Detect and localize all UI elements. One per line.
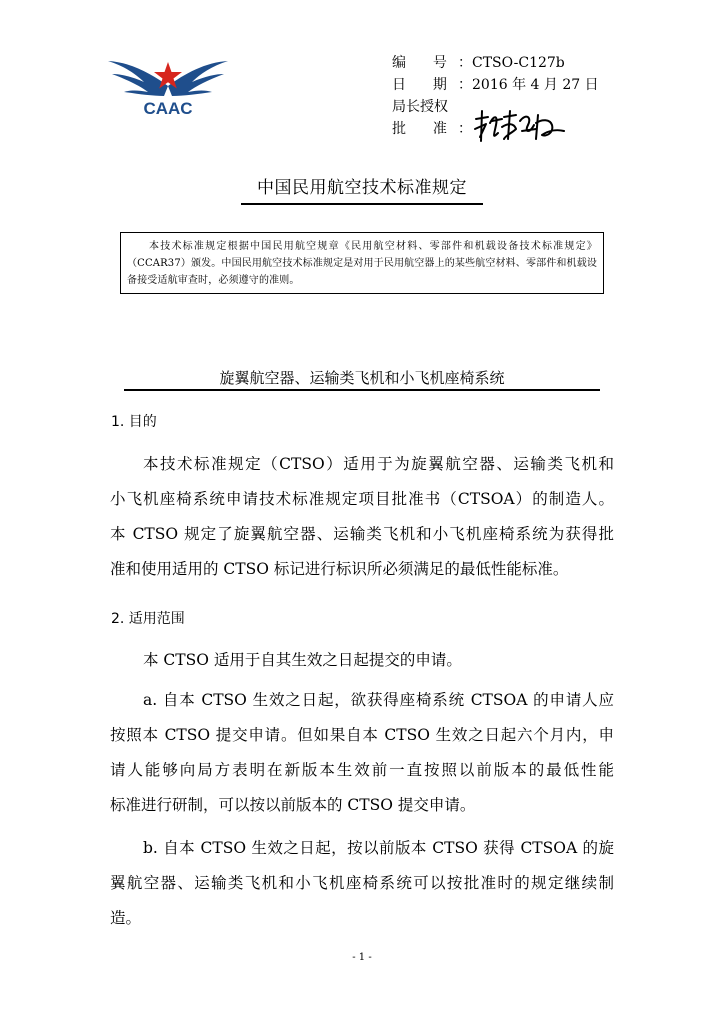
scope-a-line-3: 请人能够向局方表明在新版本生效前一直按照以前版本的最低性能 [110, 761, 614, 779]
notice-box: 本技术标准规定根据中国民用航空规章《民用航空材料、零部件和机载设备技术标准规定》（CCAR37）颁发。中国民用航空技术标准规定是对用于民用航空器上的某些航空材料、零部件和机载设备接受适航审查时，必须遵守的准则。 [120, 232, 604, 294]
number-value: CTSO-C127b [472, 55, 565, 71]
number-label: 编 号： [392, 55, 472, 71]
logo-text: CAAC [143, 99, 193, 118]
title-underline [241, 203, 483, 205]
scope-a-line-4: 标准进行研制，可以按以前版本的 CTSO 提交申请。 [110, 796, 476, 814]
scope-b-line-1: b. 自本 CTSO 生效之日起，按以前版本 CTSO 获得 CTSOA 的旋 [143, 839, 614, 857]
purpose-line-3: 本 CTSO 规定了旋翼航空器、运输类飞机和小飞机座椅系统为获得批 [110, 525, 614, 543]
document-number-row [392, 52, 565, 74]
authorized-label: 局长授权 [392, 99, 448, 115]
document-date-row [392, 74, 599, 96]
scope-a-line-1: a. 自本 CTSO 生效之日起，欲获得座椅系统 CTSOA 的申请人应 [143, 691, 614, 709]
purpose-line-2: 小飞机座椅系统申请技术标准规定项目批准书（CTSOA）的制造人。 [110, 490, 614, 508]
signature-icon [472, 109, 568, 143]
scope-b-line-2: 翼航空器、运输类飞机和小飞机座椅系统可以按批准时的规定继续制 [110, 874, 614, 892]
approval-row [392, 118, 472, 140]
purpose-line-4: 准和使用适用的 CTSO 标记进行标识所必须满足的最低性能标准。 [110, 560, 569, 578]
scope-b-line-3: 造。 [110, 909, 142, 927]
heading-scope: 2. 适用范围 [111, 611, 185, 627]
section-title-underline [124, 389, 600, 391]
approval-label: 批 准： [392, 121, 472, 137]
wing-right-icon [168, 61, 228, 96]
heading-purpose: 1. 目的 [111, 414, 157, 430]
scope-a-line-2: 按照本 CTSO 提交申请。但如果自本 CTSO 生效之日起六个月内，申 [110, 726, 614, 744]
page-number: - 1 - [352, 952, 372, 963]
date-label: 日 期： [392, 77, 472, 93]
document-title: 中国民用航空技术标准规定 [257, 178, 467, 198]
section-title: 旋翼航空器、运输类飞机和小飞机座椅系统 [219, 369, 505, 387]
date-value: 2016 年 4 月 27 日 [472, 77, 599, 93]
caac-logo [108, 52, 228, 122]
scope-intro: 本 CTSO 适用于自其生效之日起提交的申请。 [143, 651, 462, 669]
authorized-row [392, 96, 448, 118]
purpose-line-1: 本技术标准规定（CTSO）适用于为旋翼航空器、运输类飞机和 [143, 455, 614, 473]
wing-left-icon [108, 61, 168, 96]
